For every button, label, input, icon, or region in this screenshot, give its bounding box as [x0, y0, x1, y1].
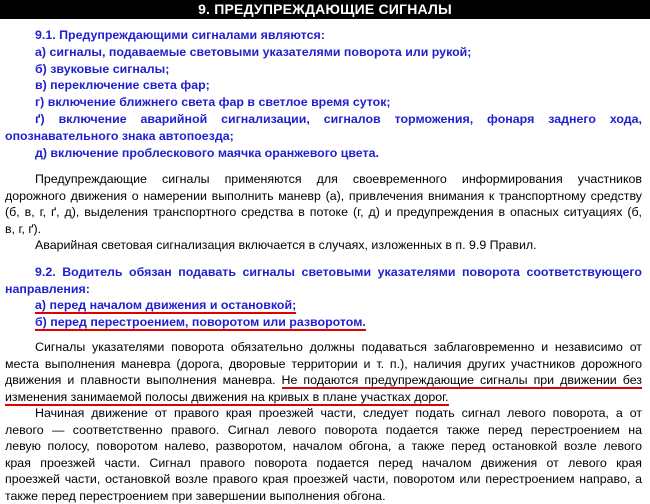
- underlined-text: а) перед началом движения и остановкой;: [35, 298, 297, 313]
- underlined-text: б) перед перестроением, поворотом или разворотом.: [35, 315, 366, 330]
- text-line: дорожного движения о намерении выполнить маневр (а), привлечения внимания к транспортному средству: [5, 188, 642, 203]
- text-line: края проезжей части. Сигнал правого поворота подается перед началом движения от левого края: [5, 455, 642, 470]
- rule-line: опознавательного знака автопоезда;: [5, 128, 234, 143]
- text-fragment: движения и плавности выполнения маневра.: [5, 373, 282, 388]
- section-header: 9. ПРЕДУПРЕЖДАЮЩИЕ СИГНАЛЫ: [0, 0, 650, 19]
- rule-line: д) включение проблескового маячка оранжевого цвета.: [35, 145, 379, 160]
- rule-line: направления:: [5, 281, 90, 296]
- text-line: в, г, ґ).: [5, 221, 42, 236]
- rule-line: в) переключение света фар;: [35, 78, 210, 93]
- rule-line: ґ) включение аварийной сигнализации, сигналов торможения, фонаря заднего хода,: [35, 111, 642, 126]
- rule-line: б) звуковые сигналы;: [35, 61, 170, 76]
- commentary-9-2: [5, 339, 642, 504]
- text-line: места выполнения маневра (дорога, дворовые территории и т. п.), наличия других участников дорожного: [5, 356, 642, 371]
- rule-line: а) сигналы, подаваемые световыми указателями поворота или рукой;: [35, 44, 472, 59]
- rule-line: [5, 297, 642, 314]
- text-line: левую полосу, поворотом налево, разворотом, началом обгона, а также перед остановкой возле левого: [5, 439, 642, 454]
- text-line: Сигналы указателями поворота обязательно должны подаваться заблаговременно и независимо от: [35, 340, 642, 355]
- document-body: [5, 27, 642, 504]
- underlined-text: изменения занимаемой полосы движения на кривых в плане участках дорог.: [5, 389, 449, 404]
- text-line: [5, 389, 642, 406]
- rule-9-2: [5, 264, 642, 331]
- rule-line: 9.2. Водитель обязан подавать сигналы световыми указателями поворота соответствующего: [35, 264, 642, 279]
- underlined-text: Не подаются предупреждающие сигналы при движении без: [281, 373, 642, 388]
- rule-line: [5, 314, 642, 331]
- text-line: также перед перестроением при завершении выполнения обгона.: [5, 488, 386, 503]
- text-line: Предупреждающие сигналы применяются для своевременного информирования участников: [35, 172, 642, 187]
- rule-line: 9.1. Предупреждающими сигналами являются:: [35, 28, 325, 42]
- text-line: Аварийная световая сигнализация включается в случаях, изложенных в п. 9.9 Правил.: [35, 238, 537, 253]
- text-line: проезжей части, остановкой возле правого края проезжей части, поворотом или перестроением направо, а: [5, 472, 642, 487]
- rule-9-1: [5, 27, 642, 161]
- rule-line: г) включение ближнего света фар в светлое время суток;: [35, 95, 391, 110]
- text-line: (б, в, г, ґ, д), выделения транспортного средства в потоке (г, д) и предупреждения в опасных ситуациях (б,: [5, 205, 642, 220]
- text-line: Начиная движение от правого края проезжей части, следует подать сигнал левого поворота, а от: [35, 406, 642, 421]
- text-line: [5, 372, 642, 389]
- commentary-9-1: [5, 171, 642, 254]
- text-line: левого — соответственно правого. Сигнал левого поворота подается также перед перестроением на: [5, 422, 642, 437]
